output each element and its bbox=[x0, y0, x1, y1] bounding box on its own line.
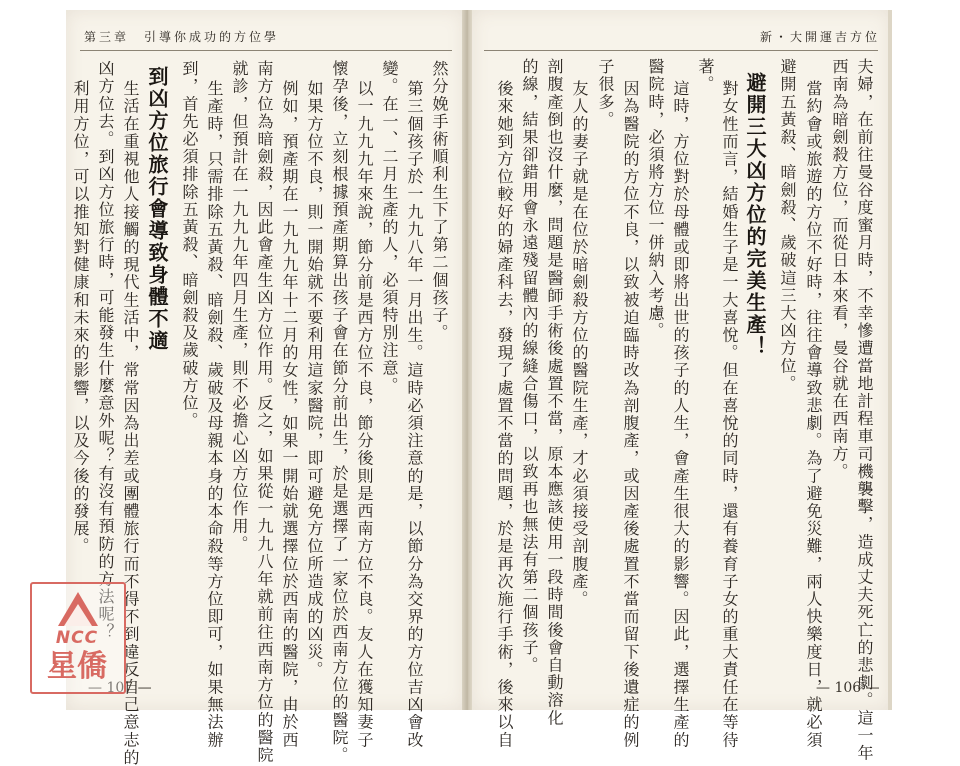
left-col-8: 南方位為暗劍殺，因此會產生凶方位作用。反之，如果從一九九八年就前往西南方位的醫院 bbox=[255, 60, 274, 764]
left-col-1: 然分娩手術順利生下了第二個孩子。 bbox=[430, 60, 449, 342]
watermark-brand: NCC bbox=[55, 628, 99, 648]
left-col-12: 生活在重視他人接觸的現代生活中，常常因為出差或團體旅行而不得不到違反自己意志的 bbox=[121, 80, 140, 766]
triangle-inner-icon bbox=[64, 604, 92, 626]
right-col-10: 子很多。 bbox=[596, 58, 615, 129]
right-header-rule bbox=[484, 50, 878, 51]
right-col-12: 剖腹產倒也沒什麼，問題是醫師手術後處置不當，原本應該使用一段時間後會自動溶化 bbox=[545, 58, 564, 727]
left-col-14: 利用方位，可以推知對健康和未來的影響，以及今後的發展。 bbox=[71, 80, 90, 556]
left-running-head: 第三章 引導你成功的方位學 bbox=[84, 30, 280, 44]
right-col-4: 避開五黃殺、暗劍殺、歲破這三大凶方位。 bbox=[778, 58, 797, 393]
right-col-7: 這時，方位對於母體或即將出世的孩子的人生，會產生很大的影響。因此，選擇生產的 bbox=[671, 80, 690, 749]
left-header-rule bbox=[80, 50, 452, 51]
right-col-14: 後來她到方位較好的婦產科去，發現了處置不當的問題，於是再次施行手術，後來以自 bbox=[495, 80, 514, 749]
right-col-11: 友人的妻子就是在位於暗劍殺方位的醫院生產，才必須接受剖腹產。 bbox=[570, 80, 589, 608]
left-section-heading: 到凶方位旅行會導致身體不適 bbox=[145, 66, 169, 352]
left-page-number: — 107 — bbox=[88, 680, 152, 696]
right-col-9: 因為醫院的方位不良，以致被迫臨時改為剖腹產，或因產後處置不當而留下後遺症的例 bbox=[621, 80, 640, 749]
left-col-6: 如果方位不良，則一開始就不要利用這家醫院，即可避免方位所造成的凶災。 bbox=[305, 80, 324, 679]
right-running-head: 新・大開運吉方位 bbox=[760, 30, 881, 44]
watermark-name: 星僑 bbox=[47, 649, 107, 684]
left-col-5: 懷孕後，立刻根據預產期算出孩子會在節分前出生，於是選擇了一家位於西南方位的醫院。 bbox=[330, 60, 349, 764]
left-col-4: 以一九九九年來說，節分前是西方位不良，節分後則是西南方位不良。友人在獲知妻子 bbox=[355, 80, 374, 749]
right-col-5: 對女性而言，結婚生子是一大喜悅。但在喜悅的同時，還有養育子女的重大責任在等待 bbox=[720, 80, 739, 749]
left-col-10: 生產時，只需排除五黃殺、暗劍殺、歲破及母親本身的本命殺等方位即可，如果無法辦 bbox=[205, 80, 224, 749]
right-col-6: 著。 bbox=[696, 58, 715, 94]
right-section-heading: 避開三大凶方位的完美生產！ bbox=[743, 72, 767, 358]
left-col-11: 到，首先必須排除五黃殺、暗劍殺及歲破方位。 bbox=[180, 60, 199, 430]
ncc-watermark-seal bbox=[30, 582, 126, 694]
right-col-3: 當約會或旅遊的方位不好時，往往會導致悲劇。為了避免災難，兩人快樂度日，就必須 bbox=[804, 80, 823, 749]
right-col-8: 醫院時，必須將方位一併納入考慮。 bbox=[646, 58, 665, 340]
right-col-2: 西南為暗劍殺方位，而從日本來看，曼谷就在西南方。 bbox=[830, 58, 849, 481]
left-col-3: 變。在一、二月生產的人，必須特別注意。 bbox=[380, 60, 399, 395]
right-col-1: 夫婦，在前往曼谷度蜜月時，不幸慘遭當地計程車司機襲擊，造成丈夫死亡的悲劇。這一年 bbox=[855, 58, 874, 762]
left-col-2: 第三個孩子於一九九八年一月出生。這時必須注意的是，以節分為交界的方位吉凶會改 bbox=[405, 80, 424, 749]
left-col-13: 凶方位去。到凶方位旅行時，可能發生什麼意外呢？有沒有預防的方法呢？ bbox=[96, 60, 115, 641]
left-col-7: 例如，預產期在一九九九年十二月的女性，如果一開始就選擇位於西南的醫院，由於西 bbox=[280, 80, 299, 749]
left-col-9: 就診，但預計在一九九九年四月生產，則不必擔心凶方位作用。 bbox=[230, 60, 249, 553]
right-page-number: — 106 — bbox=[816, 680, 880, 696]
page-edge bbox=[888, 10, 892, 710]
right-col-13: 的線，結果卻錯用會永遠殘留體內的線縫合傷口，以致再也無法有第二個孩子。 bbox=[520, 58, 539, 674]
